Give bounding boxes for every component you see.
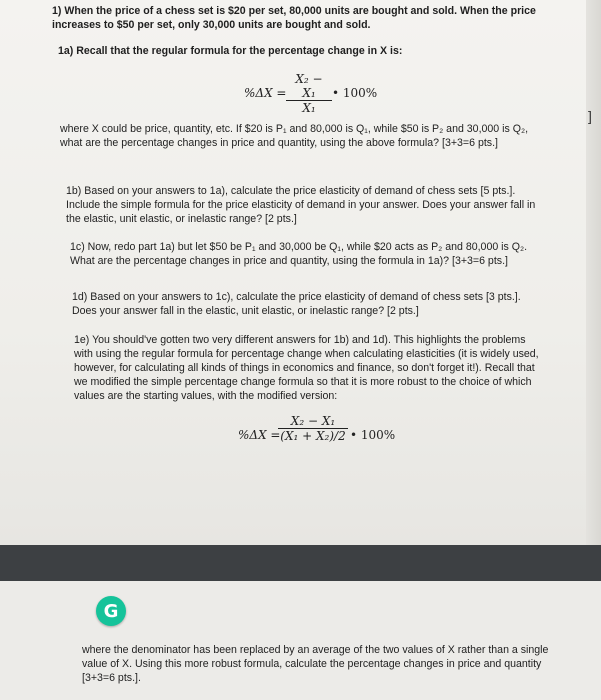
- q1a-body: where X could be price, quantity, etc. If $20 is P₁ and 80,000 is Q₁, while $50 is P₂ and 30,000 is Q₂, what are the percentage changes in price and quantity, using the above formula? [3+3=6 pts.]: [60, 123, 529, 149]
- formula-mod-lhs: %ΔX =: [238, 428, 281, 442]
- grammarly-icon[interactable]: G: [96, 596, 126, 626]
- q1e-tail: where the denominator has been replaced by an average of the two values of X rather than a single value of X. Using this more robust formula, calculate the percentage changes in price and quantity [3+3=6 pts.].: [82, 644, 549, 684]
- formula-denominator: X₁: [302, 101, 316, 115]
- formula-numerator: X₂ − X₁: [286, 72, 332, 101]
- formula-lhs: %ΔX =: [244, 86, 287, 100]
- q1d-text: 1d) Based on your answers to 1c), calculate the price elasticity of demand of chess sets [3 pts.]. Does your answer fall in the elastic, unit elastic, or inelastic range? [2 pts.]: [72, 291, 521, 317]
- separator-band: [0, 545, 601, 581]
- page-edge: [586, 0, 601, 545]
- side-bracket: ]: [588, 108, 592, 124]
- q1b-text: 1b) Based on your answers to 1a), calculate the price elasticity of demand of chess sets [5 pts.]. Include the simple formula for the price elasticity of demand in your answer. Does your answer fall in the elastic, unit elastic, or inelastic range? [2 pts.]: [66, 185, 536, 225]
- formula-mod-numerator: X₂ − X₁: [278, 414, 348, 429]
- q1a-heading: 1a) Recall that the regular formula for the percentage change in X is:: [58, 45, 403, 57]
- q1e-text: 1e) You should've gotten two very different answers for 1b) and 1d). This highlights the problems with using the regular formula for percentage change when calculating elasticities (it is widely used, however, for calculating all kinds of things in economics and finance, so don't forget it!). Recall that we modified the simple percentage change formula so that it is more robust to the choice of which values are the starting values, with the modified version:: [74, 334, 539, 402]
- q1c-text: 1c) Now, redo part 1a) but let $50 be P₁ and 30,000 be Q₁, while $20 acts as P₂ and 80,000 is Q₂. What are the percentage changes in price and quantity, using the formula in 1a)? [3+3=6 pts.]: [70, 241, 528, 267]
- q1-intro: 1) When the price of a chess set is $20 per set, 80,000 units are bought and sold. When the price increases to $50 per set, only 30,000 units are bought and sold.: [52, 5, 536, 31]
- formula-mod-fraction: [278, 414, 348, 443]
- formula-mod-denominator: (X₁ + X₂)/2: [280, 429, 346, 443]
- formula-mod-rhs: • 100%: [350, 428, 396, 442]
- formula-fraction: [286, 72, 332, 115]
- formula-rhs: • 100%: [332, 86, 378, 100]
